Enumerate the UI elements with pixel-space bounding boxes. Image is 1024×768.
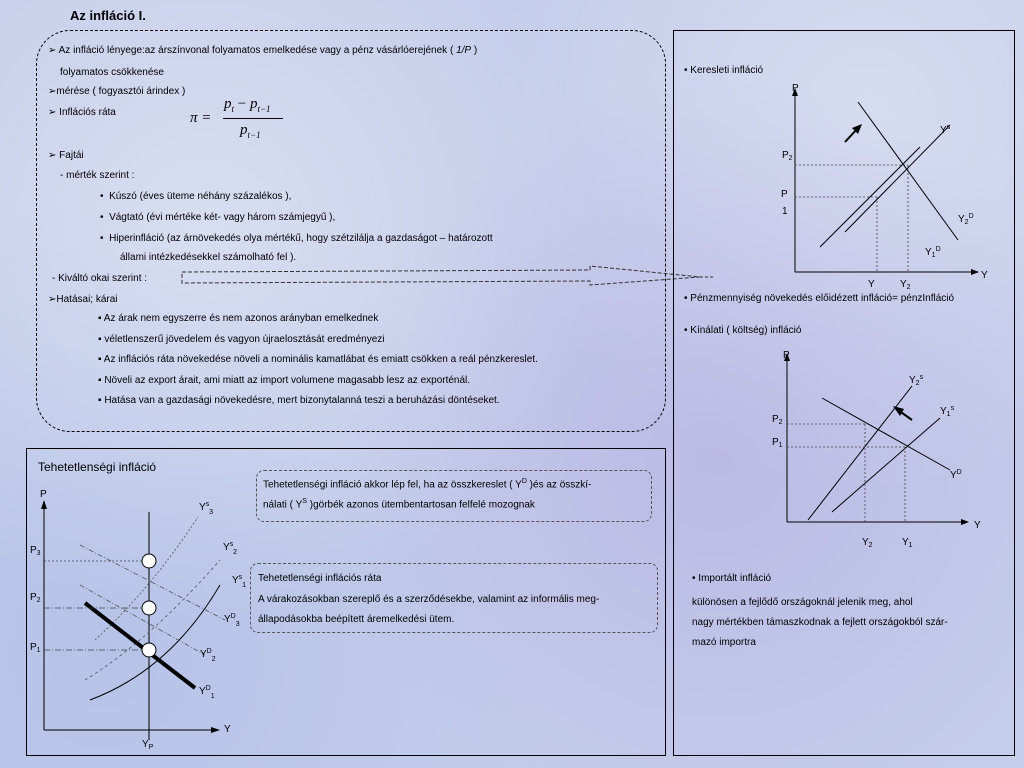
chart1-p2-label: $P_2$ — [782, 150, 793, 162]
effect-text: Az árak nem egyszerre és nem azonos arányban emelkednek — [103, 313, 379, 324]
bullet-icon: • — [100, 233, 104, 244]
chart1-ys-label: $Y^s$ — [940, 124, 951, 136]
inertia-title: Tehetetlenségi infláció — [38, 460, 157, 474]
inertia-yd1-line — [85, 603, 195, 688]
arrow-bullet-icon: ➢ — [48, 86, 57, 97]
arrow-bullet-icon: ➢ — [48, 150, 57, 161]
bullet-icon: • — [100, 212, 104, 223]
inertia-yd2-label: $Y^D_2$ — [200, 648, 216, 663]
formula-dt1: t−1 — [247, 130, 261, 140]
types-label: Fajtái — [59, 150, 84, 161]
degree-item-cont: állami intézkedésekkel számolható fel ). — [120, 252, 297, 263]
inertia-yp-label: $Y_P$ — [142, 739, 154, 751]
inertia-point-1 — [142, 643, 156, 657]
chart1-x1-label: Y — [868, 279, 875, 290]
arrow-bullet-icon: ➢ — [48, 45, 57, 56]
essence-close: ) — [473, 45, 478, 56]
inertia-yd1-label: $Y^D_1$ — [199, 685, 215, 700]
square-bullet-icon: ▪ — [98, 395, 102, 406]
imported-text-line: mazó importra — [692, 637, 756, 648]
inertia-rate-line2: állapodásokba beépített áremelkedési ütem. — [258, 614, 455, 625]
chart2-x1-label: $Y_1$ — [902, 537, 913, 549]
def-sup2: S — [302, 498, 307, 505]
arrow-bullet-icon: ➢ — [48, 107, 57, 118]
formula-p2: p — [249, 96, 258, 112]
def-sup: D — [521, 478, 527, 485]
inertia-ys1-curve — [90, 585, 220, 700]
inertia-rate-line1: A várakozásokban szereplő és a szerződésekbe, valamint az informális meg- — [258, 594, 600, 605]
inertia-p2-label: $P_2$ — [30, 592, 41, 604]
effect-text: Növeli az export árait, ami miatt az import volumene magasabb lesz az exporténál. — [104, 375, 471, 386]
effect-text: Az inflációs ráta növekedése növeli a nominális kamatlábat és emiatt csökken a reál pénzkereslet. — [103, 354, 538, 365]
inertia-ys1-label: $Y^s_1$ — [232, 574, 247, 589]
chart2-p1-label: $P_1$ — [772, 437, 783, 449]
def-text2b: )görbék azonos ütembentartosan felfelé mozognak — [306, 499, 535, 511]
essence-ratio: 1/P — [456, 45, 472, 56]
square-bullet-icon: ▪ — [98, 334, 102, 345]
chart1-p-label: P — [792, 83, 799, 94]
chart1-y2d-label: $Y_2^D$ — [958, 213, 974, 226]
effects-label: Hatásai; kárai — [56, 294, 118, 305]
inertia-p-label: P — [40, 489, 47, 500]
inertia-yd2-line — [80, 585, 205, 655]
chart2-yd-label: $Y^D$ — [950, 469, 962, 481]
formula-t: t — [231, 104, 235, 114]
imported-text-line: nagy mértékben támaszkodnak a fejlett országokból szár- — [692, 617, 948, 628]
money-text: Pénzmennyiség növekedés előidézett infláció= pénzInfláció — [690, 293, 955, 304]
chart1-y1d-label: $Y_1^D$ — [925, 246, 941, 259]
essence-text: Az infláció lényege:az árszínvonal folyamatos emelkedése vagy a pénz vásárlóerejének ( — [58, 45, 454, 56]
bullet-icon: • — [684, 293, 688, 304]
chart1-x2-label: $Y_2$ — [900, 279, 911, 291]
formula-dp: p — [240, 122, 248, 138]
degree-text: Vágtató (évi mértéke két- vagy három számjegyű ), — [109, 212, 336, 223]
square-bullet-icon: ▪ — [98, 313, 102, 324]
inertia-rate-title: Tehetetlenségi inflációs ráta — [258, 573, 382, 584]
def-text1b: )és az összkí- — [526, 479, 592, 491]
bullet-icon: • — [100, 191, 104, 202]
inertia-ys2-label: $Y^s_2$ — [223, 541, 238, 556]
def-text1: Tehetetlenségi infláció akkor lép fel, ha az összkereslet ( Y — [263, 479, 522, 491]
degree-text: Kúszó (éves üteme néhány százalékos ), — [109, 191, 292, 202]
chart2-p2-label: $P_2$ — [772, 414, 783, 426]
imported-text: Importált infláció — [698, 573, 772, 584]
square-bullet-icon: ▪ — [98, 375, 102, 386]
inertia-yd3-label: $Y^D_3$ — [224, 613, 240, 628]
inertia-p3-label: $P_3$ — [30, 545, 41, 557]
formula-t1: t−1 — [257, 104, 271, 114]
chart2-y1s-label: $Y_1^s$ — [940, 405, 955, 418]
square-bullet-icon: ▪ — [98, 354, 102, 365]
degree-text: Hiperinfláció (az árnövekedés olya mértékű, hogy szétzilálja a gazdaságot – határozott — [109, 233, 493, 244]
rate-label: Inflációs ráta — [59, 107, 116, 118]
bullet-icon: • — [684, 325, 688, 336]
imported-text-line: különösen a fejlődő országoknál jelenik meg, ahol — [692, 597, 913, 608]
inertia-point-2 — [142, 601, 156, 615]
chart1-p1-sub: 1 — [782, 206, 788, 217]
chart2-y2s-label: $Y_2^s$ — [909, 374, 924, 387]
formula-minus: − — [234, 96, 250, 112]
chart2-x2-label: $Y_2$ — [862, 537, 873, 549]
inertia-p1-label: $P_1$ — [30, 642, 41, 654]
inertia-point-3 — [142, 554, 156, 568]
by-cause-label: - Kiváltó okai szerint : — [52, 273, 148, 284]
inertia-y-label: Y — [224, 724, 231, 735]
chart2-p-label: P — [783, 350, 790, 361]
inertia-ys3-label: $Y^s_3$ — [199, 501, 214, 516]
chart1-p1-label: P — [781, 189, 788, 200]
page-title: Az infláció I. — [70, 8, 146, 23]
arrow-bullet-icon: ➢ — [48, 294, 57, 305]
measure-text: mérése ( fogyasztói árindex ) — [56, 86, 186, 97]
by-degree-label: - mérték szerint : — [60, 170, 135, 181]
formula-pi: π = — [190, 110, 212, 126]
chart2-yaxis-label: Y — [974, 520, 981, 531]
bullet-icon: • — [692, 573, 696, 584]
bullet-icon: • — [684, 65, 688, 76]
supply-text: Kínálati ( költség) infláció — [690, 325, 802, 336]
def-text2: nálati ( Y — [263, 499, 303, 511]
effect-text: Hatása van a gazdasági növekedésre, mert bizonytalanná teszi a beruházási döntéseket. — [104, 395, 500, 406]
effect-text: véletlenszerű jövedelem és vagyon újraelosztását eredményezi — [104, 334, 385, 345]
demand-text: Keresleti infláció — [690, 65, 764, 76]
chart1-yaxis-label: Y — [981, 270, 988, 281]
essence-line2: folyamatos csökkenése — [60, 67, 164, 78]
formula-p: p — [224, 96, 232, 112]
